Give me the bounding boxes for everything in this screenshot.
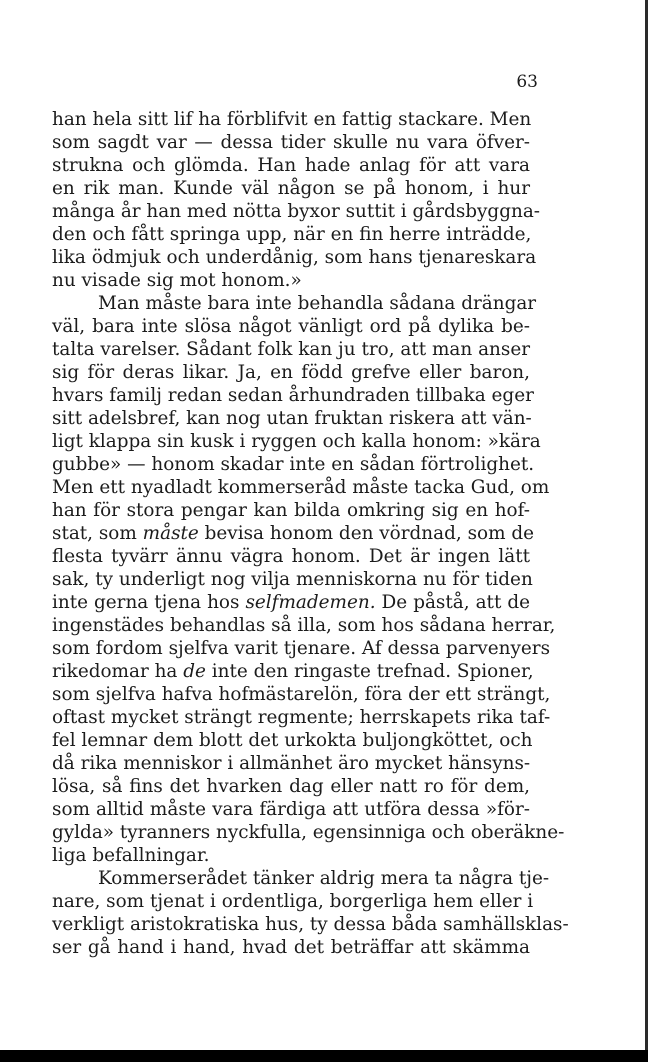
paragraph-end-line: nu visade sig mot honom.» [52, 270, 302, 291]
paragraph-end-line: liga befallningar. [52, 845, 210, 866]
text-line: hvars familj redan sedan århundraden tillbaka eger [52, 385, 534, 406]
text-line: väl, bara inte slösa något vänligt ord på dylika be- [52, 316, 530, 337]
text-line: sig för deras likar. Ja, en född grefve eller baron, [52, 362, 530, 383]
text-line: sak, ty underligt nog vilja menniskorna nu för tiden [52, 569, 533, 590]
paragraph-start-line: Kommerserådet tänker aldrig mera ta några tje- [98, 868, 550, 889]
scan-edge-bottom [0, 1050, 648, 1062]
text-line: Men ett nyadladt kommerseråd måste tacka Gud, om [52, 477, 550, 498]
text-line: han hela sitt lif ha förblifvit en fattig stackare. Men [52, 109, 532, 130]
text-line: den och fått springa upp, när en fin herre inträdde, [52, 224, 532, 245]
page-number: 63 [516, 72, 538, 92]
text-line: många år han med nötta byxor suttit i gårdsbyggna- [52, 201, 540, 222]
text-line: ingenstädes behandlas så illa, som hos sådana herrar, [52, 615, 556, 636]
text-segment: rikedomar ha [52, 661, 184, 682]
paragraph-start-line: Man måste bara inte behandla sådana drängar [98, 293, 537, 314]
italic-word: de [183, 661, 206, 682]
text-line: flesta tyvärr ännu vägra honom. Det är ingen lätt [52, 546, 530, 567]
text-line: han för stora pengar kan bilda omkring sig en hof- [52, 500, 530, 521]
body-text [52, 108, 569, 959]
text-segment: inte gerna tjena hos [52, 592, 246, 613]
text-line: då rika menniskor i allmänhet äro mycket hänsyns- [52, 753, 531, 774]
text-line: lösa, så fins det hvarken dag eller natt ro för dem, [52, 776, 530, 797]
text-line: gubbe» — honom skadar inte en sådan förtrolighet. [52, 454, 535, 475]
text-line: fel lemnar dem blott det urkokta buljongköttet, och [52, 730, 533, 751]
text-line: sitt adelsbref, kan nog utan fruktan riskera att vän- [52, 408, 532, 429]
text-line: som sagdt var — dessa tider skulle nu vara öfver- [52, 132, 530, 153]
text-segment: stat, som [52, 523, 143, 544]
text-line: verkligt aristokratiska hus, ty dessa båda samhällsklas- [52, 914, 569, 935]
italic-word: selfmademen. [245, 592, 376, 613]
text-line: oftast mycket strängt regmente; herrskapets rika taf- [52, 707, 551, 728]
text-line: som sjelfva hafva hofmästarelön, föra der ett strängt, [52, 684, 551, 705]
text-line [52, 591, 530, 614]
text-line: talta varelser. Sådant folk kan ju tro, att man anser [52, 339, 531, 360]
text-segment: bevisa honom den vördnad, som de [198, 523, 535, 544]
text-line: gylda» tyranners nyckfulla, egensinniga och oberäkne- [52, 822, 565, 843]
text-line [52, 660, 534, 683]
text-line: strukna och glömda. Han hade anlag för att vara [52, 155, 530, 176]
text-line: lika ödmjuk och underdånig, som hans tjenareskara [52, 247, 537, 268]
text-segment: De påstå, att de [375, 592, 530, 613]
text-line: en rik man. Kunde väl någon se på honom, i hur [52, 178, 530, 199]
text-line: ser gå hand i hand, hvad det beträffar att skämma [52, 937, 530, 958]
text-line: ligt klappa sin kusk i ryggen och kalla honom: »kära [52, 431, 541, 452]
text-line: nare, som tjenat i ordentliga, borgerliga hem eller i [52, 891, 534, 912]
text-line: som alltid måste vara färdiga att utföra dessa »för- [52, 799, 530, 820]
italic-word: måste [142, 523, 199, 544]
text-line: som fordom sjelfva varit tjenare. Af dessa parvenyers [52, 638, 551, 659]
text-segment: inte den ringaste trefnad. Spioner, [205, 661, 534, 682]
text-line [52, 522, 535, 545]
